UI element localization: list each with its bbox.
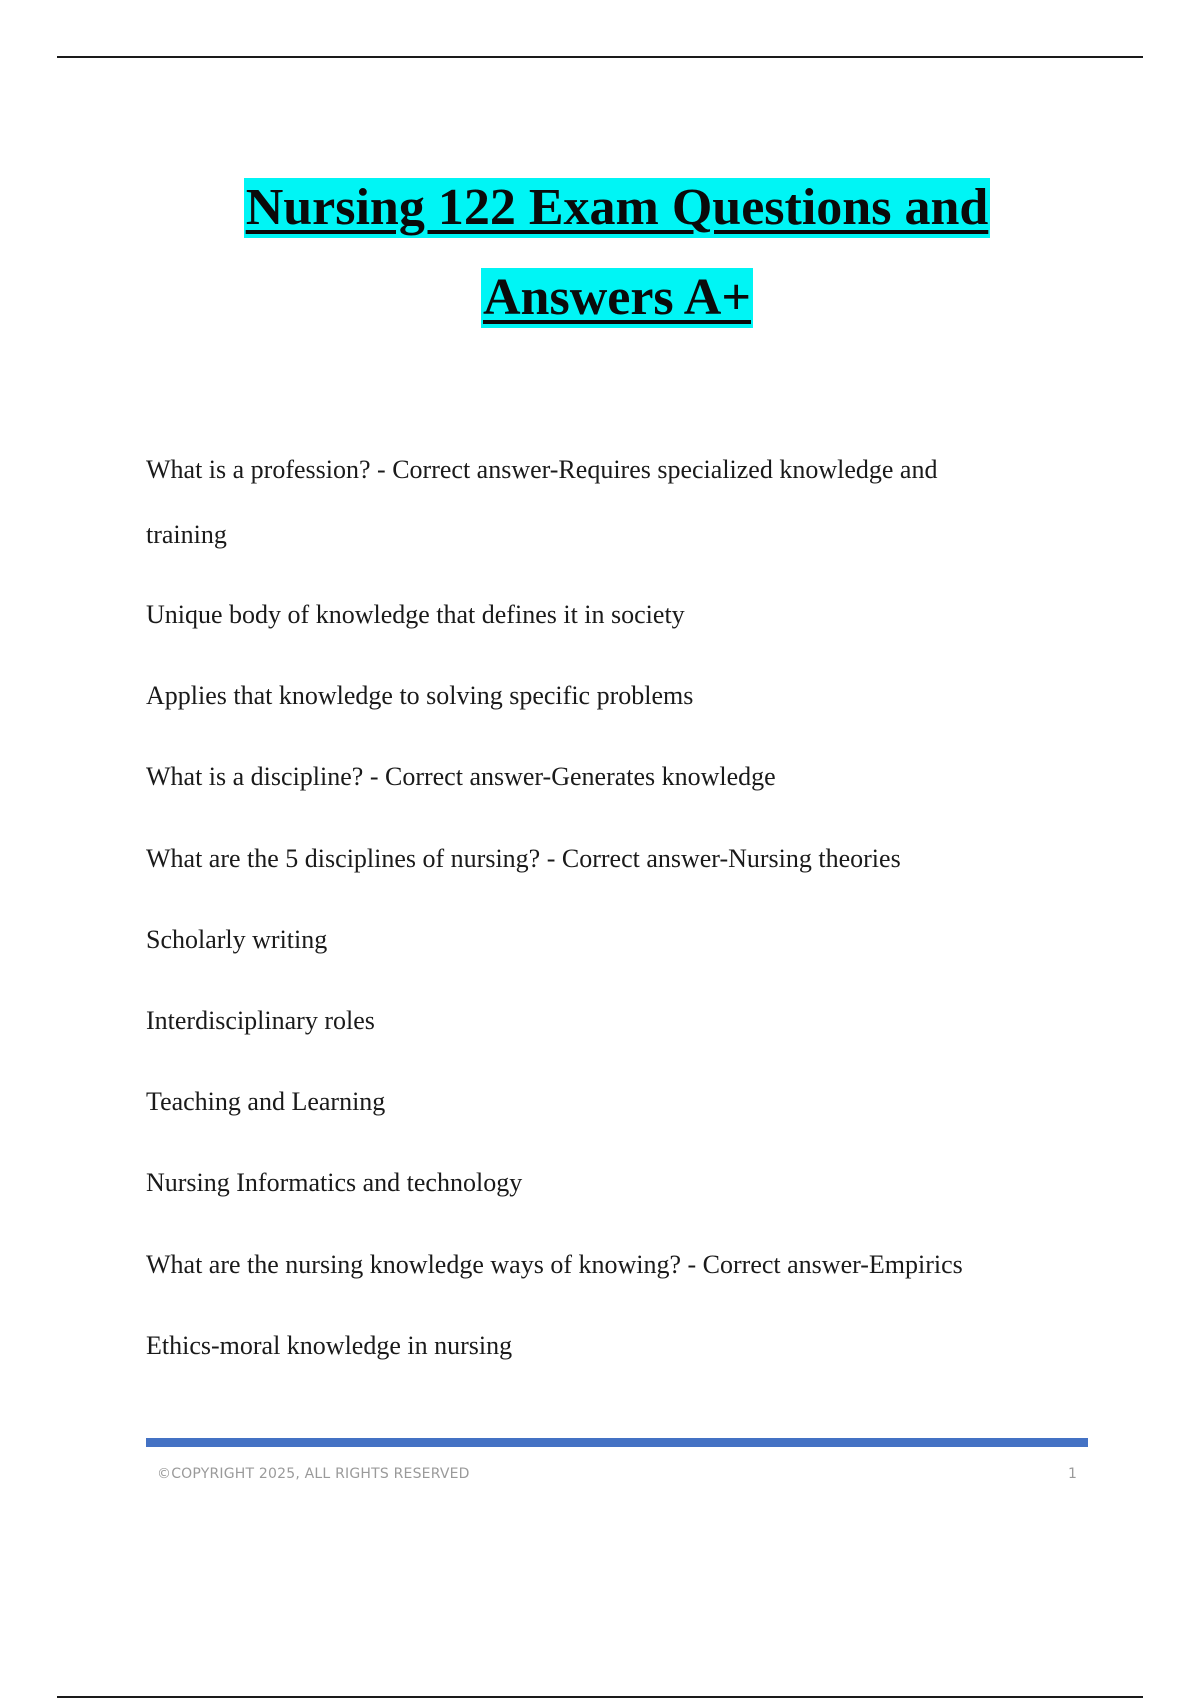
title-line-2: Answers A+ bbox=[483, 269, 751, 326]
document-title bbox=[0, 178, 1200, 328]
paragraph: What is a discipline? - Correct answer-Generates knowledge bbox=[146, 762, 776, 791]
bottom-rule bbox=[57, 1696, 1143, 1698]
paragraph: What are the 5 disciplines of nursing? - Correct answer-Nursing theories bbox=[146, 844, 901, 873]
page-number: 1 bbox=[1068, 1466, 1077, 1482]
paragraph: Unique body of knowledge that defines it in society bbox=[146, 600, 685, 629]
title-line-1: Nursing 122 Exam Questions and bbox=[245, 179, 989, 236]
paragraph: Scholarly writing bbox=[146, 925, 328, 954]
footer-copyright: ©COPYRIGHT 2025, ALL RIGHTS RESERVED bbox=[157, 1466, 470, 1482]
paragraph: What is a profession? - Correct answer-Requires specialized knowledge and bbox=[146, 455, 938, 484]
top-rule bbox=[57, 56, 1143, 58]
paragraph: Ethics-moral knowledge in nursing bbox=[146, 1331, 513, 1360]
paragraph: Nursing Informatics and technology bbox=[146, 1168, 523, 1197]
paragraph: Teaching and Learning bbox=[146, 1087, 386, 1116]
paragraph: Applies that knowledge to solving specific problems bbox=[146, 681, 694, 710]
paragraph: Interdisciplinary roles bbox=[146, 1006, 375, 1035]
footer-bar bbox=[146, 1438, 1088, 1447]
paragraph: training bbox=[146, 520, 227, 549]
paragraph: What are the nursing knowledge ways of knowing? - Correct answer-Empirics bbox=[146, 1250, 963, 1279]
